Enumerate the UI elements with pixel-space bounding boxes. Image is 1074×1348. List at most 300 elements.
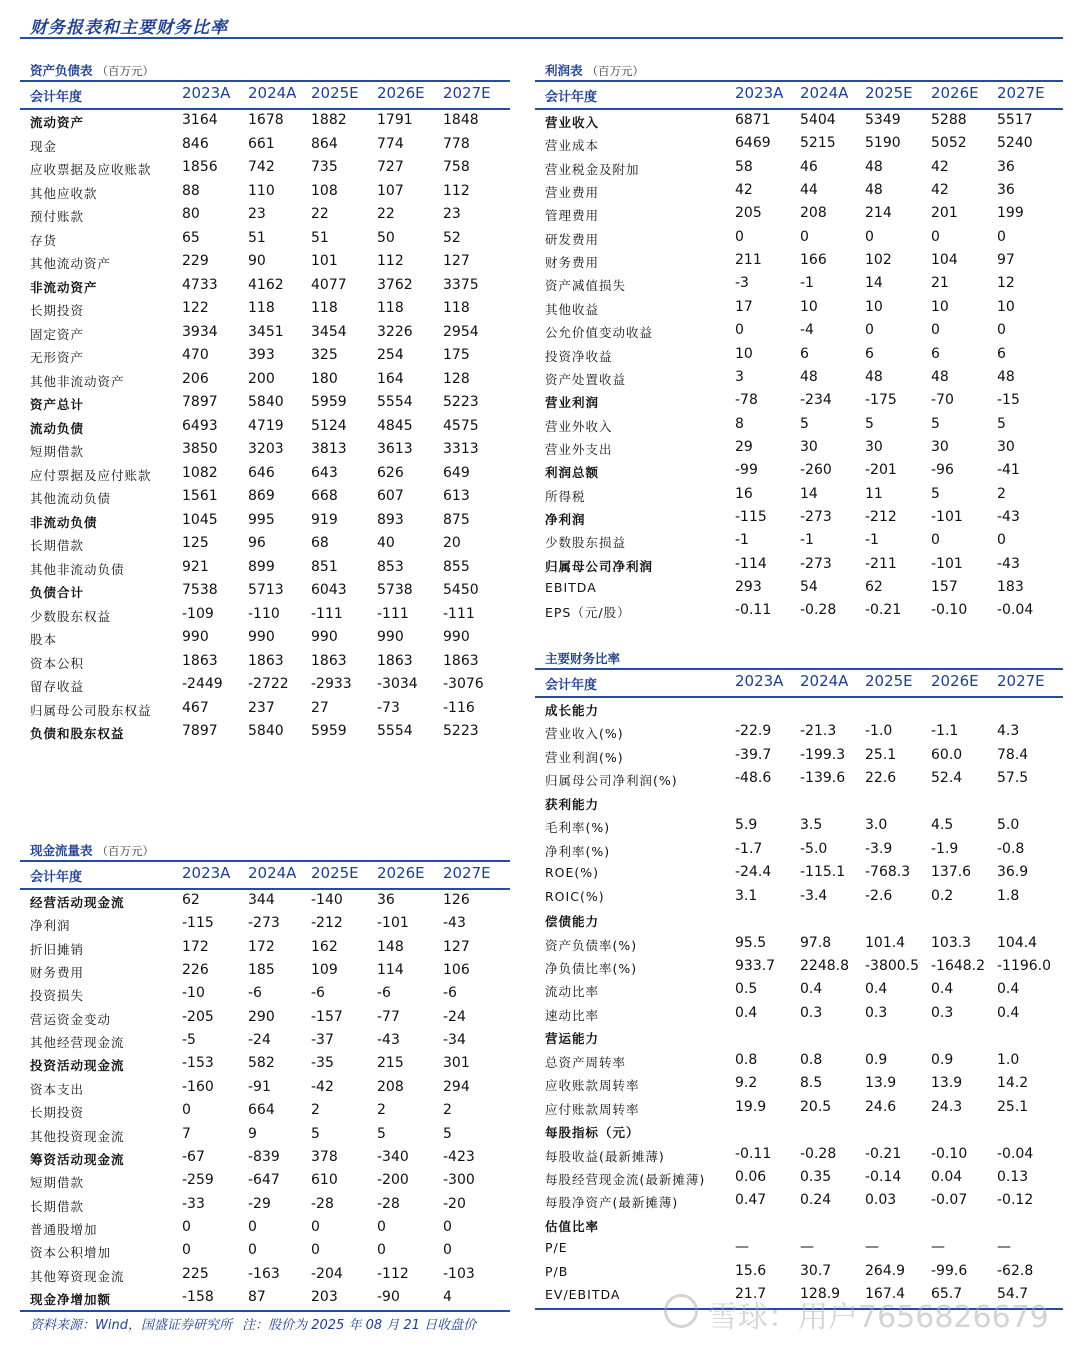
- row-value: 104: [931, 252, 958, 269]
- table-row: [20, 439, 510, 462]
- table-row: [535, 507, 1063, 530]
- row-label: 每股净资产(最新摊薄): [545, 1195, 679, 1211]
- row-value: -43: [443, 915, 466, 932]
- row-value: —: [800, 1239, 814, 1256]
- row-value: -260: [800, 462, 832, 479]
- row-label: 预付账款: [30, 209, 85, 224]
- row-value: 1082: [182, 464, 218, 481]
- row-value: 65: [182, 229, 200, 246]
- row-value: 62: [865, 579, 883, 595]
- row-value: -212: [865, 508, 897, 525]
- row-value: 4077: [311, 276, 347, 293]
- row-value: -70: [931, 392, 954, 409]
- row-label: 固定资产: [30, 326, 85, 342]
- row-value: —: [865, 1239, 879, 1256]
- row-value: 5.9: [735, 817, 758, 834]
- row-value: -78: [735, 392, 758, 409]
- header-year: 2027E: [997, 84, 1045, 102]
- row-value: 118: [311, 300, 338, 316]
- row-value: 118: [248, 300, 275, 316]
- header-year: 2024A: [800, 672, 849, 690]
- row-value: 23: [248, 206, 266, 222]
- row-value: 237: [248, 699, 275, 716]
- row-value: -0.28: [800, 1145, 837, 1162]
- row-value: 869: [248, 488, 275, 504]
- table-row: [535, 979, 1063, 1002]
- row-value: 919: [311, 511, 338, 528]
- row-value: 0: [248, 1218, 257, 1235]
- row-value: 5840: [248, 394, 284, 410]
- balance-sheet-table: [20, 58, 510, 748]
- table-row: [20, 134, 510, 157]
- watermark-logo-icon: [664, 1294, 698, 1328]
- header-year: 2025E: [865, 84, 913, 102]
- row-value: -0.11: [735, 602, 772, 619]
- row-label: 其他非流动负债: [30, 561, 125, 577]
- table-row: [20, 1124, 510, 1147]
- header-year: 2027E: [443, 84, 491, 102]
- row-value: -37: [311, 1032, 334, 1049]
- row-value: 5223: [443, 394, 479, 410]
- row-value: 4.3: [997, 723, 1020, 740]
- row-value: 0.8: [735, 1051, 758, 1068]
- table-row: [535, 886, 1063, 909]
- row-label: 非流动资产: [30, 279, 98, 295]
- row-value: 6871: [735, 112, 771, 128]
- row-label: 长期投资: [30, 1105, 85, 1121]
- row-value: -201: [865, 462, 897, 479]
- row-value: 875: [443, 511, 470, 528]
- row-value: 344: [248, 892, 275, 908]
- table-row: [20, 416, 510, 439]
- row-value: 0: [735, 322, 744, 339]
- section-title-text: 主要财务比率: [545, 651, 621, 666]
- table-row: [535, 933, 1063, 956]
- row-label: P/B: [545, 1263, 569, 1279]
- row-label: 存货: [30, 232, 58, 248]
- table-row: [535, 297, 1063, 320]
- header-label: 会计年度: [30, 90, 83, 105]
- row-value: 582: [248, 1055, 275, 1072]
- row-value: 128: [443, 370, 470, 387]
- row-label: 获利能力: [545, 796, 600, 812]
- row-value: 10: [865, 298, 883, 315]
- row-value: 1863: [248, 652, 284, 669]
- row-value: -10: [182, 985, 205, 1002]
- table-row: [535, 390, 1063, 413]
- row-label: 普通股增加: [30, 1221, 98, 1237]
- row-value: 0.4: [931, 981, 954, 998]
- row-value: 215: [377, 1055, 404, 1072]
- table-row: [535, 909, 1063, 932]
- row-value: 87: [248, 1288, 266, 1305]
- row-value: 1.8: [997, 887, 1020, 904]
- row-label: 非流动负债: [30, 514, 98, 530]
- row-value: 5738: [377, 582, 413, 598]
- table-row: [20, 322, 510, 345]
- row-label: 营业费用: [545, 185, 600, 201]
- header-year: 2024A: [800, 84, 849, 102]
- row-value: 4719: [248, 417, 284, 434]
- table-row: [535, 1214, 1063, 1237]
- row-value: -300: [443, 1172, 475, 1189]
- row-value: -28: [311, 1195, 334, 1212]
- table-row: [535, 110, 1063, 133]
- table-row: [535, 484, 1063, 507]
- row-value: -90: [377, 1288, 400, 1305]
- row-label: 长期借款: [30, 538, 85, 553]
- row-value: 36: [997, 158, 1015, 175]
- row-value: 0: [182, 1102, 191, 1119]
- table-bottom-rule: [20, 1310, 510, 1312]
- row-label: 财务费用: [30, 965, 85, 981]
- row-label: 流动资产: [30, 115, 85, 130]
- row-value: 5713: [248, 582, 284, 598]
- row-value: 48: [865, 368, 883, 385]
- row-value: —: [931, 1239, 945, 1256]
- row-value: 36.9: [997, 864, 1029, 881]
- row-label: 应付票据及应付账款: [30, 467, 152, 483]
- row-value: 5223: [443, 723, 479, 739]
- row-value: 101.4: [865, 934, 906, 951]
- section-title-text: 资产负债表: [30, 63, 93, 78]
- row-value: -0.14: [865, 1169, 902, 1185]
- row-value: 30.7: [800, 1262, 832, 1279]
- row-value: 180: [311, 370, 338, 387]
- row-value: 5124: [311, 417, 347, 434]
- table-row: [535, 367, 1063, 390]
- row-value: 1.0: [997, 1051, 1020, 1068]
- row-value: 44: [800, 182, 818, 199]
- row-label: 投资损失: [30, 988, 85, 1004]
- row-label: 毛利率(%): [545, 820, 611, 836]
- row-value: -43: [997, 508, 1020, 525]
- header-year: 2023A: [735, 84, 784, 102]
- row-value: 8.5: [800, 1075, 823, 1092]
- row-value: 1863: [182, 652, 218, 669]
- row-label: 应付账款周转率: [545, 1101, 640, 1117]
- row-label: 其他经营现金流: [30, 1035, 125, 1051]
- table-row: [535, 1003, 1063, 1026]
- footnote-source: 资料来源：Wind，国盛证券研究所: [30, 1318, 232, 1333]
- cash-flow-table: [20, 838, 510, 1310]
- row-value: 0: [997, 532, 1006, 549]
- row-value: 610: [311, 1172, 338, 1189]
- row-value: 1863: [311, 652, 347, 669]
- row-value: -0.28: [800, 602, 837, 619]
- table-row: [535, 1120, 1063, 1143]
- table-row: [535, 768, 1063, 791]
- row-label: 总资产周转率: [545, 1054, 627, 1070]
- row-value: -73: [377, 699, 400, 716]
- row-value: 5554: [377, 394, 413, 410]
- row-label: 利润总额: [545, 465, 600, 481]
- row-value: 10: [735, 345, 753, 362]
- row-value: 5052: [931, 135, 967, 152]
- table-row: [20, 1194, 510, 1217]
- header-year: 2026E: [377, 84, 425, 102]
- row-value: 264.9: [865, 1262, 906, 1279]
- row-value: 8: [735, 415, 744, 432]
- row-value: 27: [311, 699, 329, 716]
- row-value: -1648.2: [931, 957, 986, 974]
- row-value: 0: [931, 532, 940, 549]
- row-value: 3226: [377, 323, 413, 340]
- row-value: 0: [997, 228, 1006, 245]
- table-row: [20, 157, 510, 180]
- row-value: 6: [865, 345, 874, 362]
- row-value: -212: [311, 915, 343, 932]
- row-value: -3800.5: [865, 957, 920, 974]
- row-value: 649: [443, 464, 470, 481]
- row-value: 990: [248, 629, 275, 645]
- row-label: 其他应收款: [30, 185, 98, 201]
- row-value: -0.10: [931, 602, 968, 619]
- row-value: 2: [377, 1102, 386, 1119]
- row-value: 5: [931, 415, 940, 432]
- row-value: -139.6: [800, 770, 846, 787]
- row-value: 661: [248, 135, 275, 152]
- row-value: -204: [311, 1265, 343, 1282]
- row-value: 3.1: [735, 887, 758, 904]
- title-divider: [20, 37, 1063, 39]
- row-value: 5349: [865, 112, 901, 128]
- row-value: -0.10: [931, 1145, 968, 1162]
- row-value: -3.4: [800, 887, 828, 904]
- row-value: -101: [931, 555, 963, 572]
- row-label: EPS（元/股）: [545, 605, 631, 621]
- row-value: —: [997, 1239, 1011, 1256]
- row-value: -3034: [377, 676, 418, 692]
- row-value: 54: [800, 579, 818, 595]
- table-header: [20, 80, 510, 110]
- row-value: 0: [931, 228, 940, 245]
- table-row: [535, 1073, 1063, 1096]
- section-title-text: 利润表: [545, 63, 583, 78]
- row-value: 199: [997, 205, 1024, 222]
- row-value: 5554: [377, 723, 413, 739]
- section-unit: （百万元）: [96, 64, 155, 78]
- table-row: [20, 110, 510, 133]
- table-header: [535, 668, 1063, 698]
- table-row: [20, 1170, 510, 1193]
- row-value: 211: [735, 252, 762, 269]
- table-row: [535, 745, 1063, 768]
- row-label: 营业外支出: [545, 441, 613, 457]
- table-header: [535, 80, 1063, 110]
- row-value: 97: [997, 252, 1015, 269]
- table-row: [20, 698, 510, 721]
- table-row: [20, 1100, 510, 1123]
- row-value: 626: [377, 464, 404, 481]
- row-value: -0.21: [865, 602, 902, 619]
- row-value: 4575: [443, 417, 479, 434]
- row-value: 2: [997, 485, 1006, 502]
- row-value: -62.8: [997, 1262, 1034, 1279]
- row-value: 19.9: [735, 1098, 767, 1115]
- row-value: 1678: [248, 112, 284, 128]
- row-label: 公允价值变动收益: [545, 325, 654, 341]
- table-row: [20, 1240, 510, 1263]
- row-label: 股本: [30, 632, 58, 647]
- row-label: 流动比率: [545, 984, 600, 1000]
- row-value: 4.5: [931, 817, 954, 834]
- row-label: 管理费用: [545, 208, 600, 224]
- row-label: 营运能力: [545, 1031, 600, 1047]
- row-value: -273: [800, 508, 832, 525]
- row-value: 114: [377, 962, 404, 979]
- row-value: 88: [182, 182, 200, 199]
- row-value: -0.11: [735, 1145, 772, 1162]
- row-label: 流动负债: [30, 420, 85, 436]
- row-value: 742: [248, 159, 275, 175]
- row-value: -24.4: [735, 864, 772, 881]
- row-value: 5959: [311, 723, 347, 739]
- row-value: 14.2: [997, 1075, 1029, 1092]
- row-value: -33: [182, 1195, 205, 1212]
- row-value: 60.0: [931, 746, 963, 763]
- table-row: [20, 1053, 510, 1076]
- row-value: 0.9: [865, 1051, 888, 1068]
- table-row: [535, 956, 1063, 979]
- row-value: 758: [443, 159, 470, 175]
- row-label: 短期借款: [30, 444, 85, 459]
- row-label: EV/EBITDA: [545, 1287, 621, 1303]
- row-value: 0: [443, 1242, 452, 1259]
- row-label: 每股指标（元）: [545, 1125, 640, 1141]
- row-value: -24: [443, 1008, 466, 1025]
- row-value: 4845: [377, 417, 413, 434]
- row-value: 990: [443, 629, 470, 645]
- row-value: -259: [182, 1172, 214, 1189]
- row-value: 995: [248, 511, 275, 528]
- row-value: -48.6: [735, 770, 772, 787]
- table-row: [535, 157, 1063, 180]
- row-value: 12: [997, 275, 1015, 292]
- row-value: -2449: [182, 676, 223, 692]
- row-value: 5: [443, 1125, 452, 1142]
- table-row: [20, 651, 510, 674]
- row-value: 1882: [311, 112, 347, 128]
- row-value: 893: [377, 511, 404, 528]
- row-value: 127: [443, 938, 470, 955]
- row-value: 3313: [443, 441, 479, 457]
- table-row: [20, 1030, 510, 1053]
- row-value: 102: [865, 252, 892, 269]
- row-value: -99.6: [931, 1262, 968, 1279]
- row-value: 778: [443, 135, 470, 152]
- table-row: [20, 1287, 510, 1310]
- row-value: 0.4: [735, 1004, 758, 1021]
- table-row: [535, 1167, 1063, 1190]
- row-value: 42: [931, 182, 949, 199]
- table-row: [535, 698, 1063, 721]
- row-value: -234: [800, 392, 832, 409]
- row-value: -109: [182, 605, 214, 622]
- row-value: 293: [735, 579, 762, 595]
- row-value: 62: [182, 892, 200, 908]
- row-value: 175: [443, 347, 470, 363]
- row-value: 50: [377, 229, 395, 246]
- row-value: 0.5: [735, 981, 758, 998]
- row-value: 106: [443, 962, 470, 979]
- income-statement-table: [535, 58, 1063, 628]
- row-value: 613: [443, 488, 470, 504]
- header-label: 会计年度: [545, 90, 598, 105]
- row-value: 0.4: [997, 981, 1020, 998]
- table-row: [20, 204, 510, 227]
- row-value: 7897: [182, 394, 218, 410]
- row-value: 40: [377, 535, 395, 551]
- row-value: 108: [311, 182, 338, 199]
- table-row: [20, 1217, 510, 1240]
- row-value: 3451: [248, 323, 284, 340]
- row-value: 14: [800, 485, 818, 502]
- row-value: -6: [248, 985, 262, 1002]
- row-value: -1.1: [931, 723, 959, 740]
- row-value: 185: [248, 962, 275, 979]
- row-value: 5: [311, 1125, 320, 1142]
- row-label: 资本支出: [30, 1081, 85, 1097]
- row-value: -67: [182, 1148, 205, 1165]
- row-value: 22.6: [865, 770, 897, 787]
- row-value: 294: [443, 1078, 470, 1095]
- header-year: 2024A: [248, 864, 297, 882]
- row-value: 6: [997, 345, 1006, 362]
- row-value: 1848: [443, 112, 479, 128]
- table-row: [535, 1190, 1063, 1213]
- table-row: [20, 228, 510, 251]
- row-value: 3850: [182, 441, 218, 457]
- row-value: 0: [865, 322, 874, 339]
- row-value: 467: [182, 699, 209, 716]
- row-value: -5.0: [800, 840, 828, 857]
- row-label: 其他投资现金流: [30, 1128, 125, 1144]
- row-label: 短期借款: [30, 1175, 85, 1191]
- row-value: -0.21: [865, 1145, 902, 1162]
- row-value: 164: [377, 370, 404, 387]
- row-value: -0.8: [997, 840, 1025, 857]
- row-value: 48: [865, 182, 883, 199]
- row-value: -0.12: [997, 1192, 1034, 1209]
- row-label: 资产负债率(%): [545, 937, 638, 953]
- row-label: 其他筹资现金流: [30, 1268, 125, 1284]
- row-value: 208: [377, 1078, 404, 1095]
- row-value: 646: [248, 464, 275, 481]
- row-value: 6469: [735, 135, 771, 152]
- row-value: -5: [182, 1032, 196, 1049]
- row-value: 5450: [443, 582, 479, 598]
- row-value: 853: [377, 558, 404, 575]
- row-value: 24.6: [865, 1098, 897, 1115]
- table-row: [535, 460, 1063, 483]
- row-value: 78.4: [997, 746, 1029, 763]
- row-label: 投资净收益: [545, 348, 613, 364]
- row-value: 0.9: [931, 1051, 954, 1068]
- row-value: -140: [311, 892, 343, 908]
- row-label: 归属母公司净利润(%): [545, 773, 678, 789]
- row-value: 80: [182, 206, 200, 222]
- table-row: [535, 320, 1063, 343]
- row-label: 归属母公司股东权益: [30, 702, 152, 718]
- row-value: -157: [311, 1008, 343, 1025]
- row-value: 157: [931, 579, 958, 595]
- financial-ratios-table: [535, 646, 1063, 1310]
- row-value: 0.4: [997, 1004, 1020, 1021]
- row-value: 254: [377, 347, 404, 363]
- row-label: 营业利润: [545, 395, 600, 411]
- row-value: -273: [248, 915, 280, 932]
